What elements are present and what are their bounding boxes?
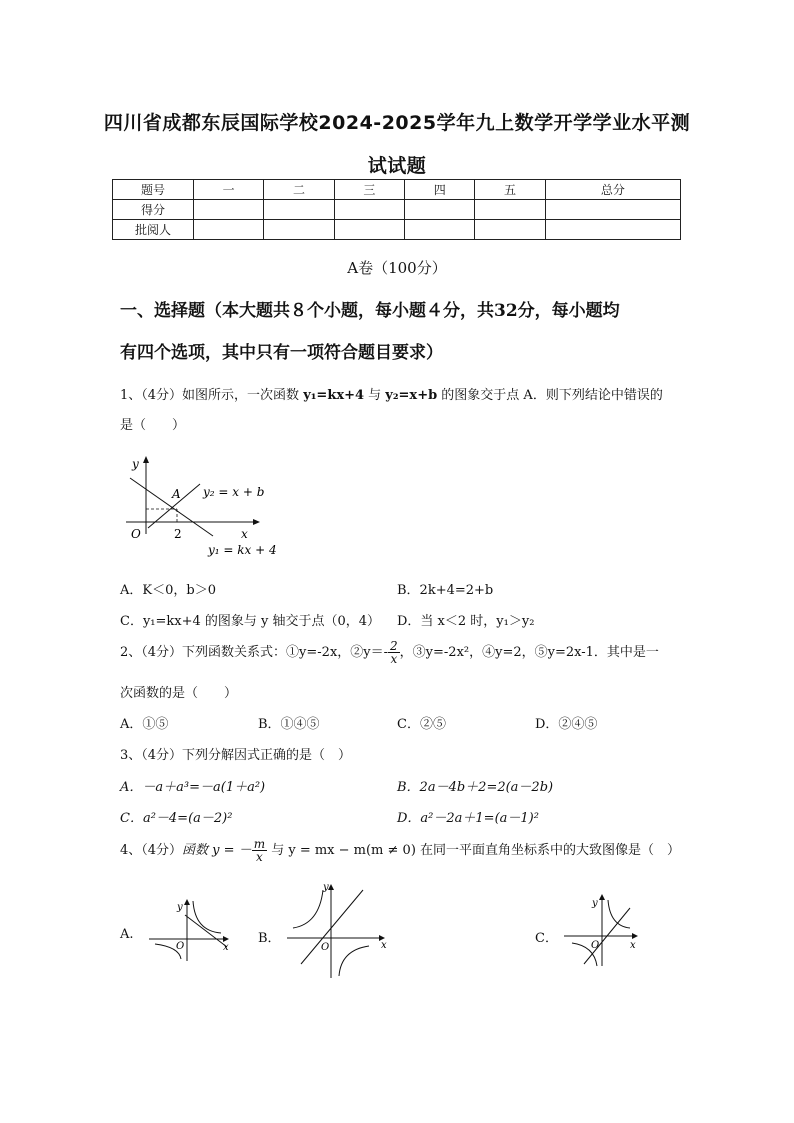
- table-row: [113, 180, 681, 200]
- table-header-cell: 二: [264, 180, 334, 200]
- fraction-denominator: x: [255, 850, 263, 864]
- line-y1-label: y₁ = kx + 4: [208, 543, 277, 557]
- question-text: ，③y=-2x²，④y=2，⑤y=2x-1．其中是一: [399, 645, 659, 660]
- y-axis-label: y: [323, 882, 329, 893]
- table-header-cell: 总分: [545, 180, 680, 200]
- y-axis-label: y: [177, 902, 183, 913]
- hyperbola-branch: [608, 900, 630, 928]
- doc-title-line1: 四川省成都东辰国际学校2024-2025学年九上数学开学学业水平测: [103, 112, 691, 134]
- origin-label: O: [176, 941, 185, 952]
- line-graph: [185, 915, 227, 947]
- option-c[interactable]: C．a²－4=(a－2)²: [120, 811, 233, 826]
- hyperbola-branch: [293, 890, 323, 928]
- question-text: 与 y = mx − m(m ≠ 0) 在同一平面直角坐标系中的大致图像是（ ）: [267, 843, 681, 858]
- table-cell: [264, 220, 334, 240]
- question-text: 下列函数关系式：①y=-2x，②y＝-: [182, 645, 389, 660]
- question-number: 4、（4分）: [120, 843, 183, 858]
- hyperbola-branch: [339, 946, 369, 976]
- section-heading-line2: 有四个选项，其中只有一项符合题目要求）: [120, 343, 443, 363]
- table-cell: [545, 200, 680, 220]
- y-axis-arrow: [599, 894, 605, 900]
- x-axis-label: x: [223, 942, 229, 953]
- table-row: [113, 200, 681, 220]
- option-b-graph[interactable]: [283, 880, 393, 980]
- fraction-numerator: 2: [390, 639, 398, 653]
- table-row-label: 得分: [113, 200, 194, 220]
- x-axis-label: x: [241, 527, 248, 541]
- x-axis-label: x: [381, 940, 387, 951]
- y-axis-label: y: [132, 457, 139, 471]
- table-cell: [475, 220, 545, 240]
- question-number: 1、（4分）: [120, 388, 183, 403]
- fraction-denominator: x: [390, 652, 398, 666]
- table-header-cell: 五: [475, 180, 545, 200]
- table-header-cell: 题号: [113, 180, 194, 200]
- table-cell: [545, 220, 680, 240]
- option-a[interactable]: A．①⑤: [120, 717, 169, 732]
- option-d[interactable]: D．a²－2a＋1=(a－1)²: [397, 811, 539, 826]
- table-header-cell: 三: [334, 180, 404, 200]
- point-label: A: [172, 487, 181, 501]
- equation: y₁=kx+4: [303, 388, 365, 403]
- origin-label: O: [131, 527, 141, 541]
- option-d[interactable]: D．当 x＜2 时，y₁＞y₂: [397, 614, 535, 629]
- question-number: 2、（4分）: [120, 645, 183, 660]
- equation: 函数 y = －: [182, 843, 252, 858]
- table-cell: [194, 220, 264, 240]
- question-text: 下列分解因式正确的是（ ）: [182, 748, 352, 763]
- question-text: 如图所示，一次函数: [182, 388, 304, 403]
- question-1-stem: [120, 384, 663, 403]
- option-d[interactable]: D．②④⑤: [535, 717, 598, 732]
- equation: y₂=x+b: [385, 388, 438, 403]
- question-1-figure: [118, 450, 288, 560]
- table-cell: [194, 200, 264, 220]
- fraction: [388, 640, 400, 665]
- table-cell: [405, 200, 475, 220]
- option-a-graph[interactable]: [145, 895, 235, 965]
- option-c-graph[interactable]: [560, 890, 645, 970]
- option-a[interactable]: A．－a＋a³=－a(1＋a²): [120, 780, 266, 795]
- option-b[interactable]: B．2a－4b＋2=2(a－2b): [397, 780, 554, 795]
- score-table: [112, 179, 681, 240]
- option-c-label[interactable]: C．: [535, 931, 558, 946]
- y-axis-arrow: [184, 899, 190, 905]
- volume-heading: A卷（100分）: [347, 259, 447, 277]
- question-number: 3、（4分）: [120, 748, 183, 763]
- line-y2-label: y₂ = x + b: [203, 485, 265, 499]
- line-graph: [301, 890, 363, 964]
- question-1-line2: 是（ ）: [120, 418, 186, 433]
- origin-label: O: [321, 942, 330, 953]
- question-4-stem: [120, 838, 680, 863]
- hyperbola-branch: [193, 901, 221, 933]
- question-2-stem: [120, 640, 659, 665]
- option-b[interactable]: B．①④⑤: [258, 717, 320, 732]
- option-b-label[interactable]: B．: [258, 931, 281, 946]
- table-cell: [264, 200, 334, 220]
- fraction: [252, 838, 267, 863]
- question-text: 的图象交于点 A．则下列结论中错误的: [437, 388, 663, 403]
- table-cell: [334, 200, 404, 220]
- option-a[interactable]: A．K＜0，b＞0: [120, 583, 216, 598]
- x-axis-arrow: [632, 933, 638, 939]
- option-b[interactable]: B．2k+4=2+b: [397, 583, 494, 598]
- y-axis-arrow: [328, 884, 334, 890]
- table-cell: [405, 220, 475, 240]
- option-a-label[interactable]: A.: [120, 927, 134, 942]
- option-c[interactable]: C．y₁=kx+4 的图象与 y 轴交于点（0，4）: [120, 614, 381, 629]
- question-2-line2: 次函数的是（ ）: [120, 686, 238, 701]
- table-row-label: 批阅人: [113, 220, 194, 240]
- y-axis-arrow: [143, 456, 149, 463]
- x-axis-label: x: [630, 940, 636, 951]
- table-header-cell: 一: [194, 180, 264, 200]
- section-heading-line1: 一、选择题（本大题共８个小题，每小题４分，共32分，每小题均: [120, 301, 620, 321]
- table-header-cell: 四: [405, 180, 475, 200]
- question-3-stem: [120, 744, 351, 763]
- doc-title-line2: 试试题: [367, 155, 427, 177]
- option-c[interactable]: C．②⑤: [397, 717, 446, 732]
- fraction-numerator: m: [253, 837, 266, 851]
- table-row: [113, 220, 681, 240]
- tick-label: 2: [174, 527, 182, 541]
- origin-label: O: [591, 940, 600, 951]
- table-cell: [334, 220, 404, 240]
- table-cell: [475, 200, 545, 220]
- y-axis-label: y: [592, 898, 598, 909]
- x-axis-arrow: [253, 519, 260, 525]
- question-text: 与: [364, 388, 386, 403]
